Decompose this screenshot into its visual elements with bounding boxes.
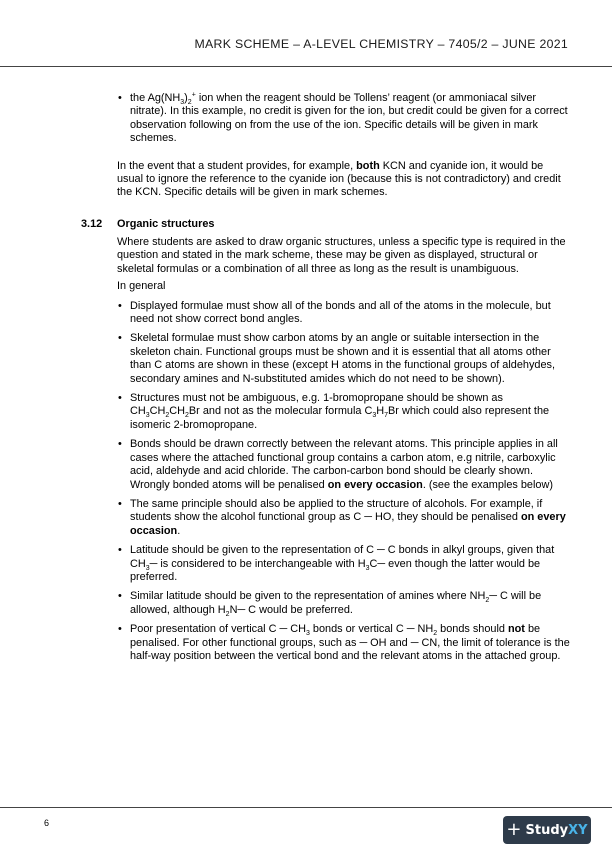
- footer-rule: [0, 807, 612, 808]
- top-content: [117, 92, 569, 200]
- section-number: 3.12: [81, 218, 103, 230]
- section-body: [117, 236, 571, 663]
- list-item: • the $Ag(NH_3)_2^+$ ion when the reagent should be Tollens’ reagent (or ammoniacal silver nitrate). In this example, no credit is given for the ion, but credit could be given for a correct observation following on from the use of the ion. Specific details will be given in mark schemes.: [117, 92, 569, 146]
- list-item: • Poor presentation of vertical C ─ $CH_3$ bonds or vertical C ─ $NH_2$ bonds should not be penalised. For other functional groups, such as ─ OH and ─ CN, the limit of tolerance is the half-way position between the vertical bond and the relevant atoms in the attached group.: [117, 623, 571, 663]
- list-item: • Bonds should be drawn correctly between the relevant atoms. This principle applies in all cases where the attached functional group contains a carbon atom, e.g nitrile, carboxylic acid, aldehyde and acid chloride. The carbon-carbon bond should be clearly shown. Wrongly bonded atoms will be penalised on every occasion. (see the examples below): [117, 438, 571, 492]
- section-intro: Where students are asked to draw organic structures, unless a specific type is required in the question and stated in the mark scheme, these may be given as displayed, structural or skeletal formulas or a combination of all three as long as the result is unambiguous.: [117, 236, 566, 275]
- document-header: MARK SCHEME – A-LEVEL CHEMISTRY – 7405/2 – JUNE 2021: [194, 37, 568, 51]
- section-title: Organic structures: [117, 218, 215, 230]
- list-item: • Displayed formulae must show all of the bonds and all of the atoms in the molecule, but need not show correct bond angles.: [117, 300, 571, 327]
- page-number: 6: [44, 818, 50, 828]
- list-item: • Skeletal formulae must show carbon atoms by an angle or suitable intersection in the skeleton chain. Functional groups must be shown and it is essential that all atoms other than C atoms are shown in these (except H atoms in the functional groups of aldehydes, secondary amines and N-substituted amides which do not need to be shown).: [117, 332, 571, 386]
- rules-list: [117, 300, 571, 664]
- list-item: • The same principle should also be applied to the structure of alcohols. For example, if students show the alcohol functional group as C ─ HO, they should be penalised on every occasion.: [117, 498, 571, 538]
- logo-accent-text: XY: [568, 822, 588, 838]
- in-general-label: In general: [117, 280, 166, 293]
- studyxy-logo: [503, 816, 591, 844]
- header-rule: [0, 66, 612, 67]
- list-item: • Structures must not be ambiguous, e.g. 1-bromopropane should be shown as $CH_3CH_2CH_2Br$ and not as the molecular formula $C_3H_7Br$ which could also represent the isomeric 2-bromopropane.: [117, 392, 571, 432]
- logo-text: Study: [525, 822, 569, 838]
- plus-icon: +: [506, 818, 522, 840]
- list-item: • Similar latitude should be given to the representation of amines where $NH_2─$ C will be allowed, although $H_2N─$ C would be preferred.: [117, 590, 571, 617]
- section-organic-structures: [81, 218, 571, 669]
- section-heading: [81, 218, 571, 233]
- paragraph: In the event that a student provides, for example, both KCN and cyanide ion, it would be usual to ignore the reference to the cyanide ion (because this is not contradictory) and credit the KCN. Specific details will be given in mark schemes.: [117, 159, 561, 199]
- list-item: • Latitude should be given to the representation of C ─ C bonds in alkyl groups, given that $CH_3─$ is considered to be interchangeable with $H_3C─$ even though the latter would be preferred.: [117, 544, 571, 584]
